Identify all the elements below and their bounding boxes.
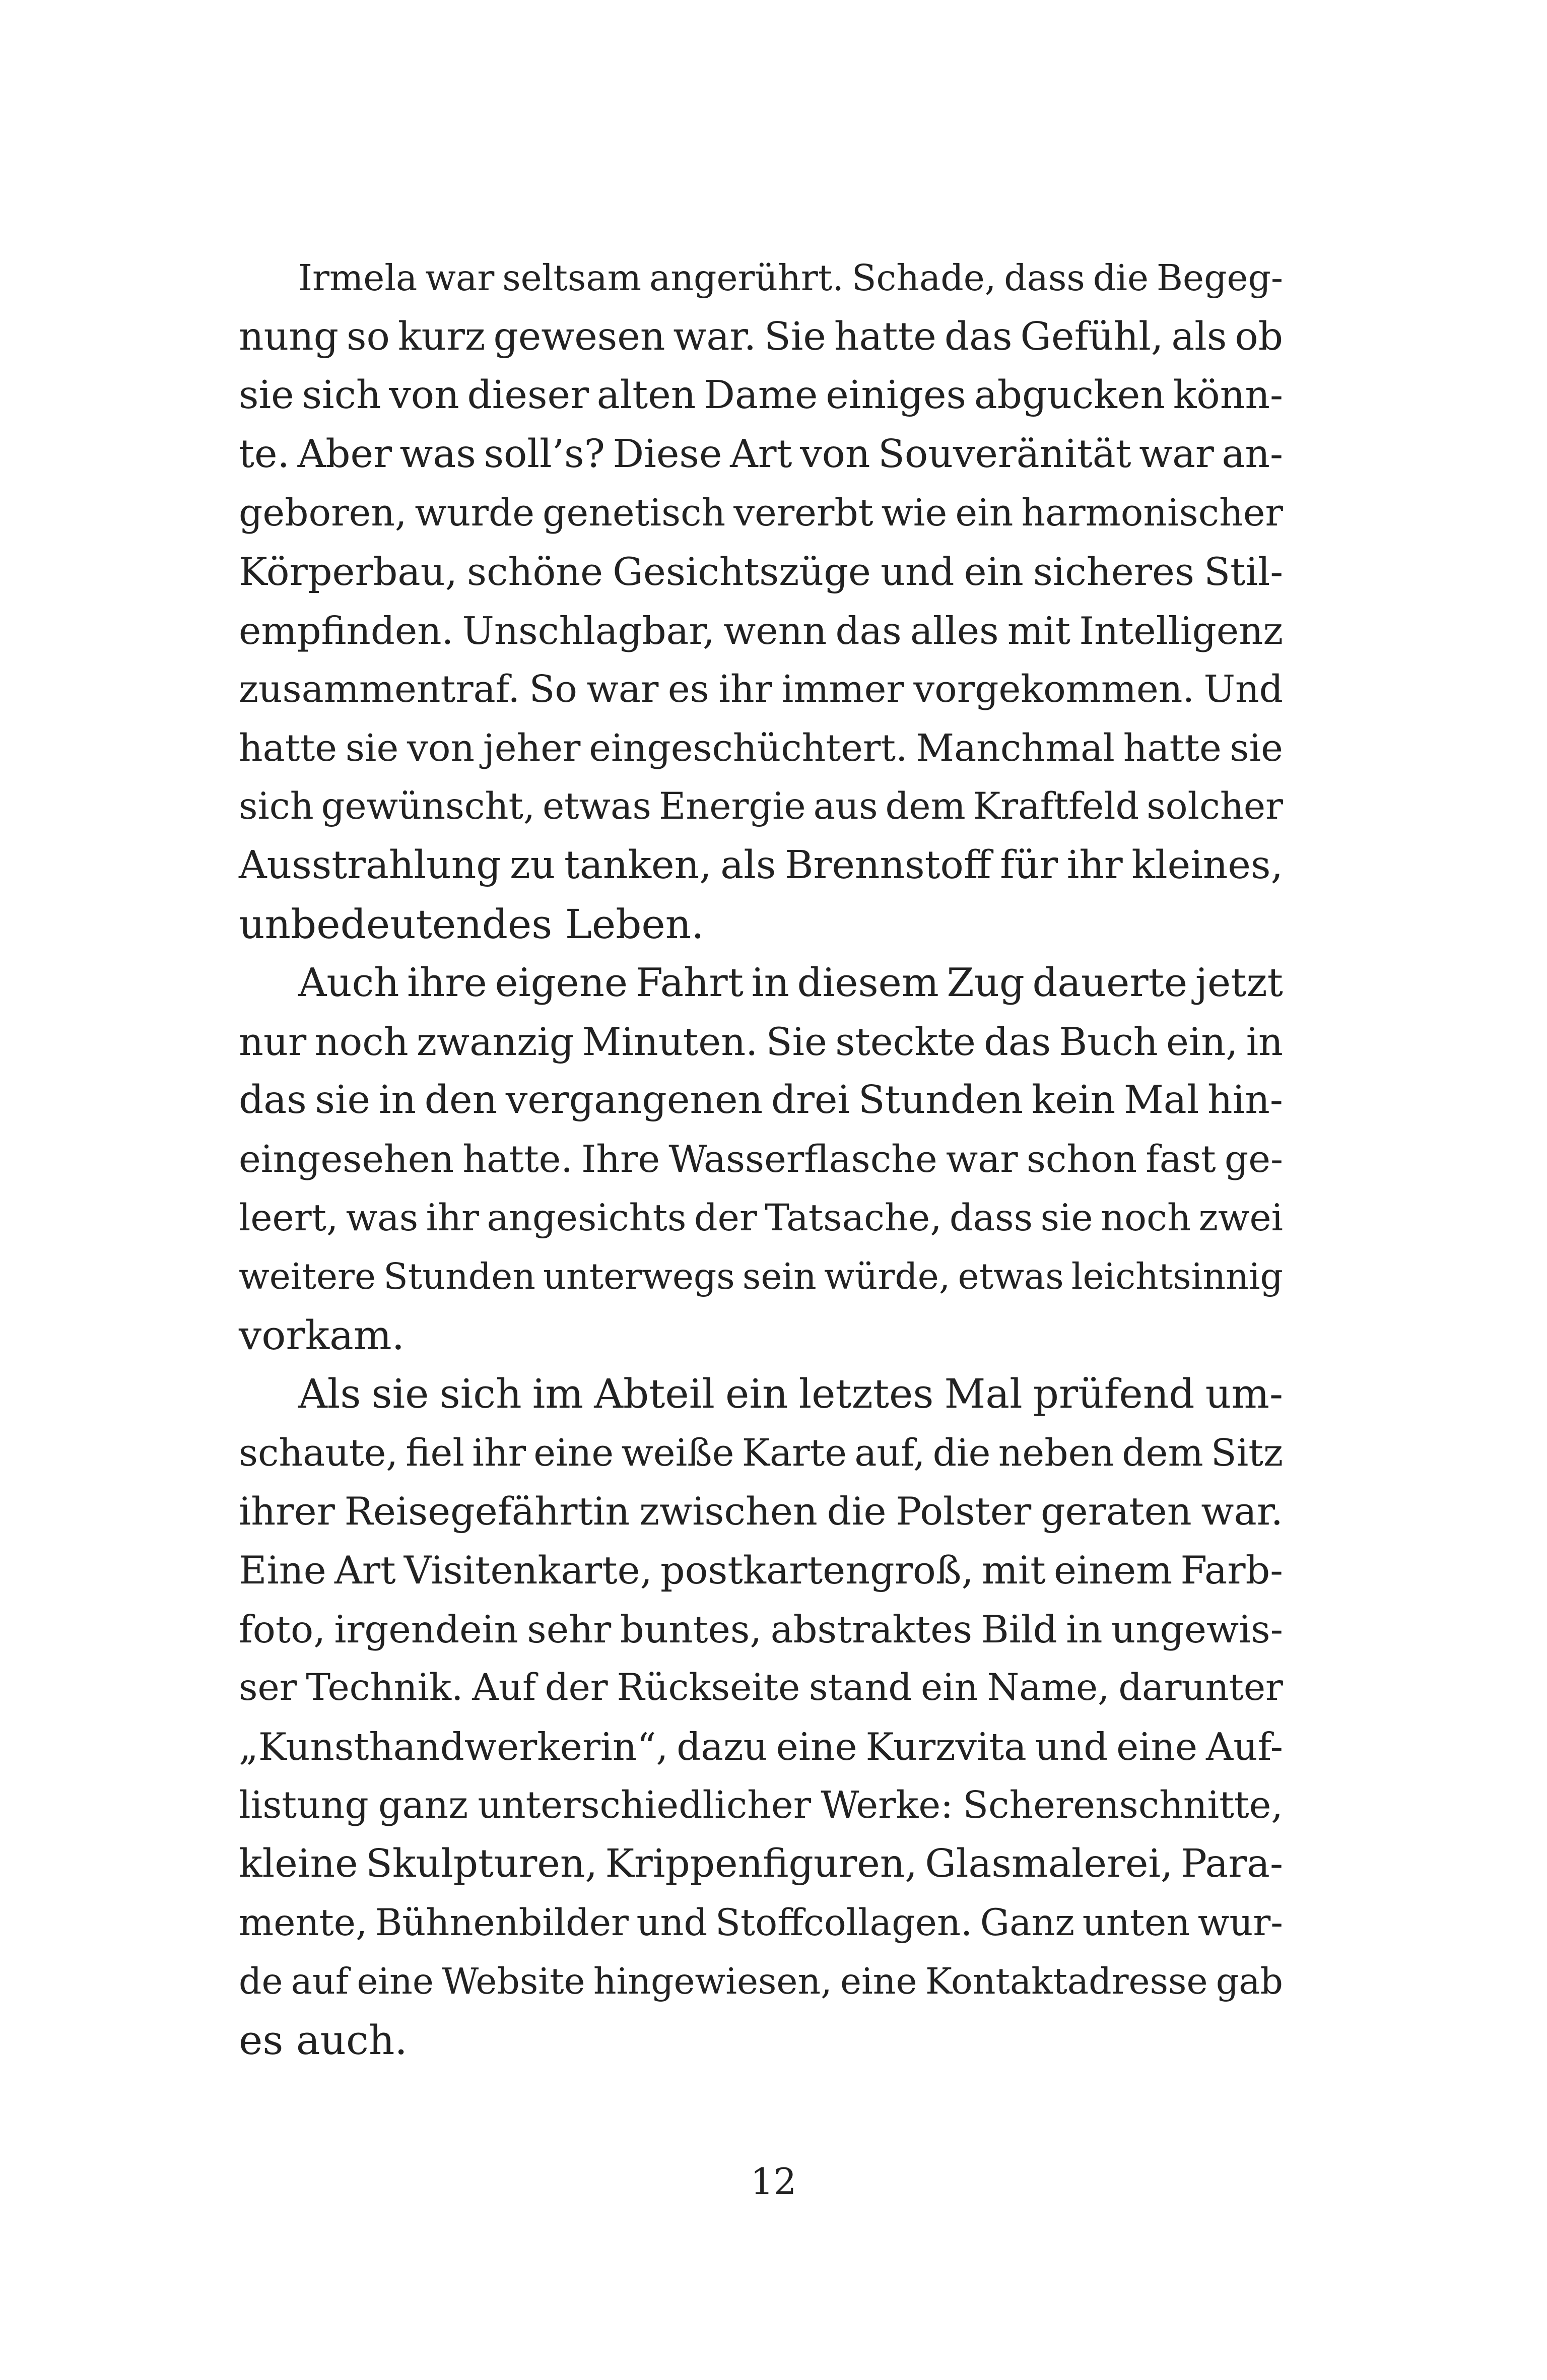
text-line: hatte sie von jeher eingeschüchtert. Manchmal hatte sie <box>239 726 1283 770</box>
text-line: zusammentraf. So war es ihr immer vorgekommen. Und <box>239 668 1283 711</box>
text-line: nung so kurz gewesen war. Sie hatte das Gefühl, als ob <box>239 314 1283 359</box>
text-line: sich gewünscht, etwas Energie aus dem Kraftfeld solcher <box>239 785 1283 828</box>
text-line: eingesehen hatte. Ihre Wasserflasche war schon fast ge- <box>239 1137 1283 1181</box>
text-line: ihrer Reisegefährtin zwischen die Polster geraten war. <box>239 1489 1283 1534</box>
text-line: leert, was ihr angesichts der Tatsache, dass sie noch zwei <box>239 1196 1283 1239</box>
text-line: empfinden. Unschlagbar, wenn das alles mit Intelligenz <box>239 608 1283 653</box>
text-line: mente, Bühnenbilder und Stoffcollagen. Ganz unten wur- <box>239 1901 1283 1944</box>
text-line: Irmela war seltsam angerührt. Schade, dass die Begeg- <box>298 257 1283 299</box>
text-line: unbedeutendes Leben. <box>239 900 704 948</box>
text-line: Auch ihre eigene Fahrt in diesem Zug dauerte jetzt <box>298 960 1283 1006</box>
text-line: es auch. <box>239 2016 408 2064</box>
page-number: 12 <box>750 2160 797 2203</box>
text-line: listung ganz unterschiedlicher Werke: Scherenschnitte, <box>239 1783 1283 1827</box>
text-line: vorkam. <box>239 1311 405 1359</box>
text-line: nur noch zwanzig Minuten. Sie steckte das Buch ein, in <box>239 1019 1283 1064</box>
text-line: kleine Skulpturen, Krippenfiguren, Glasmalerei, Para- <box>239 1841 1283 1887</box>
text-line: Als sie sich im Abteil ein letztes Mal prüfend um- <box>298 1370 1283 1418</box>
body-text <box>239 249 1283 2070</box>
text-line: Ausstrahlung zu tanken, als Brennstoff für ihr kleines, <box>239 842 1283 888</box>
text-line: sie sich von dieser alten Dame einiges abgucken könn- <box>239 373 1283 418</box>
text-line: Eine Art Visitenkarte, postkartengroß, mit einem Farb- <box>239 1548 1283 1593</box>
text-line: schaute, fiel ihr eine weiße Karte auf, die neben dem Sitz <box>239 1431 1283 1475</box>
text-line: geboren, wurde genetisch vererbt wie ein harmonischer <box>239 491 1283 535</box>
text-line: de auf eine Website hingewiesen, eine Kontaktadresse gab <box>239 1960 1283 2003</box>
text-line: weitere Stunden unterwegs sein würde, etwas leichtsinnig <box>239 1255 1283 1298</box>
text-line: ser Technik. Auf der Rückseite stand ein Name, darunter <box>239 1666 1283 1709</box>
text-line: das sie in den vergangenen drei Stunden kein Mal hin- <box>239 1078 1283 1123</box>
text-line: „Kunsthandwerkerin“, dazu eine Kurzvita und eine Auf- <box>239 1724 1283 1769</box>
text-line: te. Aber was soll’s? Diese Art von Souveränität war an- <box>239 431 1283 477</box>
text-line: Körperbau, schöne Gesichtszüge und ein sicheres Stil- <box>239 549 1283 594</box>
text-line: foto, irgendein sehr buntes, abstraktes Bild in ungewis- <box>239 1607 1283 1651</box>
